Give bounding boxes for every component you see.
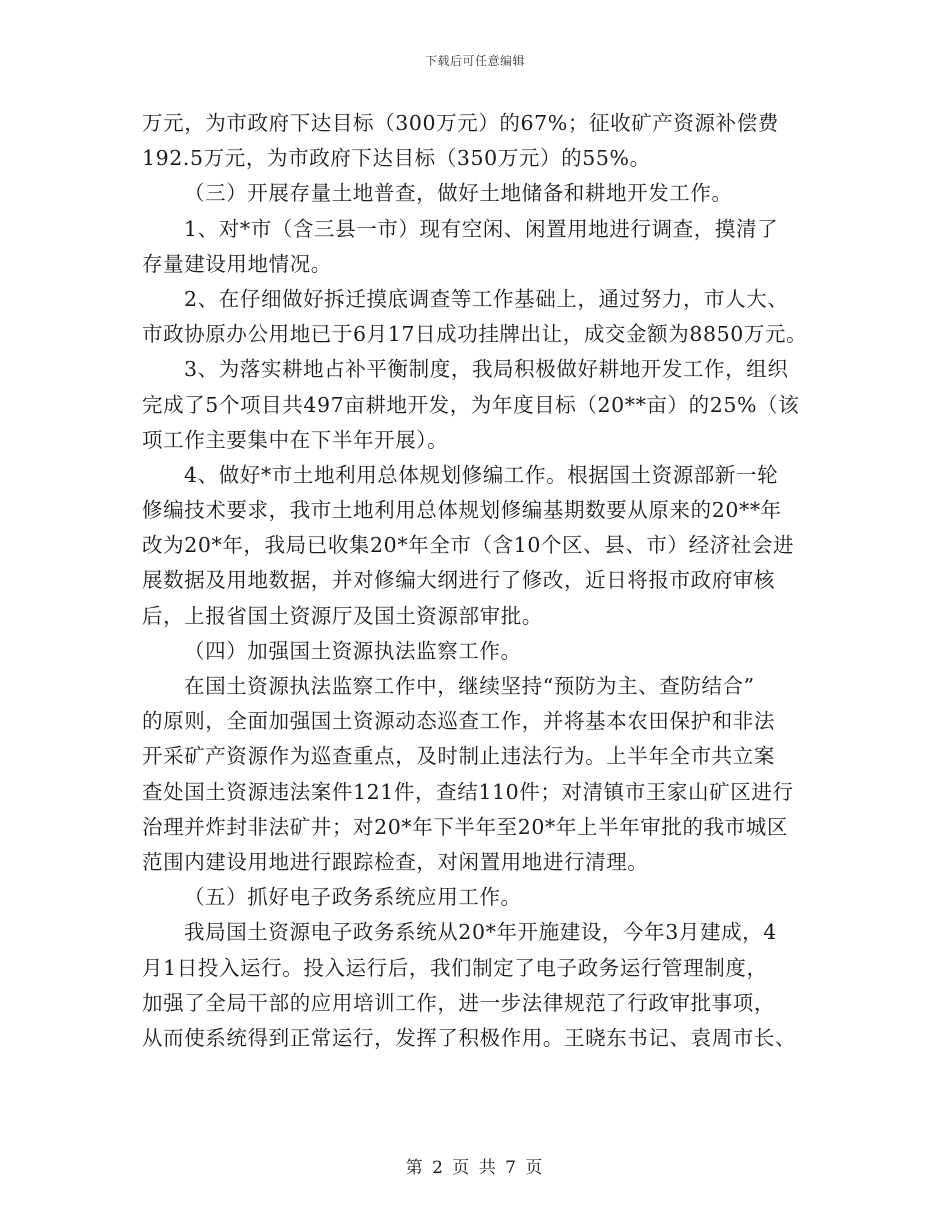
body-line: 2、在仔细做好拆迁摸底调查等工作基础上，通过努力，市人大、 [184,286,789,311]
section-heading: （五）抓好电子政务系统应用工作。 [184,885,522,910]
body-line: 我局国土资源电子政务系统从20*年开施建设，今年3月建成，4 [184,920,777,945]
body-line: 1、对*市（含三县一市）现有空闲、闲置用地进行调查，摸清了 [184,216,779,241]
body-line: 的原则，全面加强国土资源动态巡查工作，并将基本农田保护和非法 [142,709,775,734]
body-line: 范围内建设用地进行跟踪检查，对闲置用地进行清理。 [142,849,649,874]
body-line: 完成了5个项目共497亩耕地开发，为年度目标（20**亩）的25%（该 [142,392,800,417]
page-header: 下载后可任意编辑 [424,54,525,68]
body-line: 后，上报省国土资源厅及国土资源部审批。 [142,603,543,628]
document-body [142,106,822,1056]
body-line: 市政协原办公用地已于6月17日成功挂牌出让，成交金额为8850万元。 [142,322,808,347]
body-line: 展数据及用地数据，并对修编大纲进行了修改，近日将报市政府审核 [142,568,775,593]
body-line: 项工作主要集中在下半年开展）。 [142,427,449,452]
body-line: 修编技术要求，我市土地利用总体规划修编基期数要从原来的20**年 [142,498,782,523]
body-line: 4、做好*市土地利用总体规划修编工作。根据国土资源部新一轮 [184,462,779,487]
body-line: 改为20*年，我局已收集20*年全市（含10个区、县、市）经济社会进 [142,533,795,558]
section-heading: （四）加强国土资源执法监察工作。 [184,638,522,663]
body-line: 万元，为市政府下达目标（300万元）的67%；征收矿产资源补偿费 [142,111,779,135]
page-number-footer: 第 2 页 共 7 页 [405,1158,545,1178]
body-line: 开采矿产资源作为巡查重点，及时制止违法行为。上半年全市共立案 [142,744,775,769]
section-heading: （三）开展存量土地普查，做好土地储备和耕地开发工作。 [184,181,733,206]
body-line: 192.5万元，为市政府下达目标（350万元）的55%。 [142,146,651,171]
body-line: 查处国土资源违法案件121件，查结110件；对清镇市王家山矿区进行 [142,779,794,804]
body-line: 治理并炸封非法矿井；对20*年下半年至20*年上半年审批的我市城区 [142,814,788,839]
body-line: 月1日投入运行。投入运行后，我们制定了电子政务运行管理制度， [142,955,768,980]
body-line: 3、为落实耕地占补平衡制度，我局积极做好耕地开发工作，组织 [184,357,789,382]
body-line: 从而使系统得到正常运行，发挥了积极作用。王晓东书记、袁周市长、 [142,1025,797,1050]
body-line: 在国土资源执法监察工作中，继续坚持“预防为主、查防结合” [184,674,755,698]
body-line: 加强了全局干部的应用培训工作，进一步法律规范了行政审批事项， [142,990,775,1015]
body-line: 存量建设用地情况。 [142,251,332,276]
